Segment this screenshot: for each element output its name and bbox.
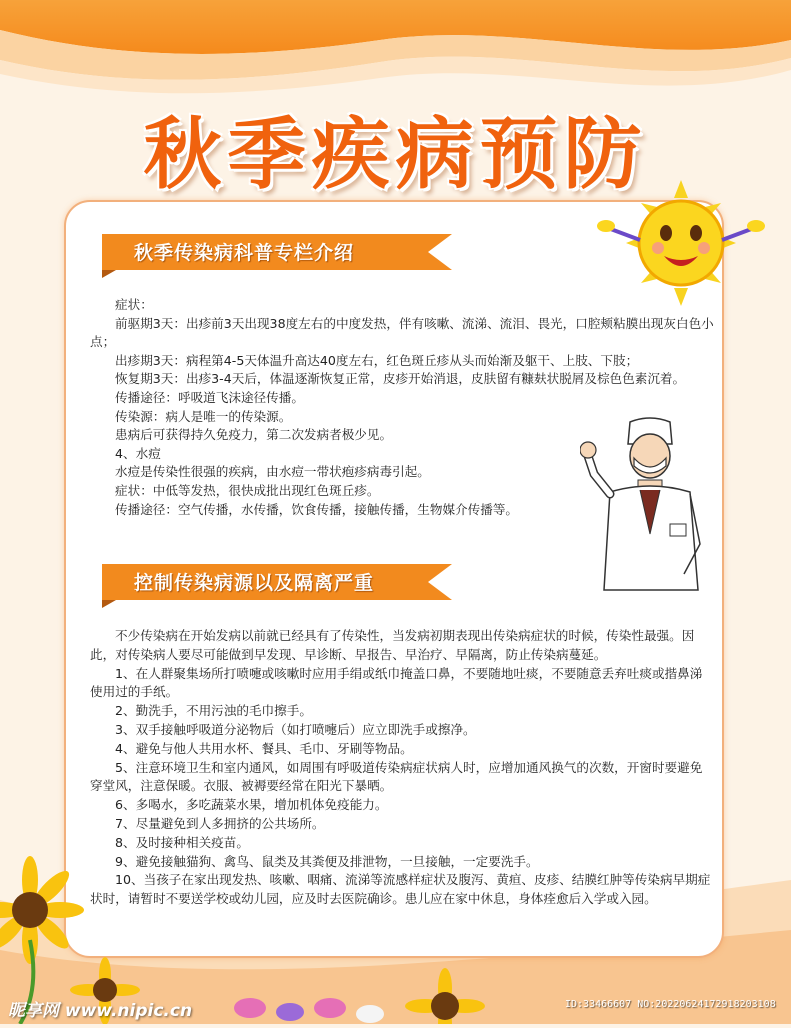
section1-heading: 秋季传染病科普专栏介绍 bbox=[134, 242, 355, 264]
section1-paragraph: 恢复期3天：出疹3-4天后，体温逐渐恢复正常，皮疹开始消退，皮肤留有糠麸状脱屑及棕色色素沉着。 bbox=[115, 371, 686, 387]
section2-heading: 控制传染病源以及隔离严重 bbox=[134, 572, 375, 594]
section2-paragraph: 4、避免与他人共用水杯、餐具、毛巾、牙刷等物品。 bbox=[115, 740, 413, 756]
section2-paragraph: 10、当孩子在家出现发热、咳嗽、咽痛、流涕等流感样症状及腹泻、黄疸、皮疹、结膜红肿等传染病早期症状时，请暂时不要送学校或幼儿园，应及时去医院确诊。患儿应在家中休息，身体痊愈后入学或入园。 bbox=[90, 872, 711, 907]
section1-paragraph: 症状： bbox=[115, 297, 153, 312]
section2-paragraph: 6、多喝水，多吃蔬菜水果，增加机体免疫能力。 bbox=[115, 797, 388, 813]
section1-paragraph: 前驱期3天：出疹前3天出现38度左右的中度发热，伴有咳嗽、流涕、流泪、畏光，口腔颊粘膜出现灰白色小点； bbox=[90, 315, 714, 350]
section2-paragraph: 7、尽量避免到人多拥挤的公共场所。 bbox=[115, 815, 325, 831]
section1-paragraph: 水痘是传染性很强的疾病，由水痘一带状疱疹病毒引起。 bbox=[115, 464, 430, 480]
section1-ribbon bbox=[96, 230, 456, 274]
section2-paragraph: 8、及时接种相关疫苗。 bbox=[115, 834, 249, 850]
section1-paragraph: 症状：中低等发热，很快成批出现红色斑丘疹。 bbox=[115, 482, 380, 498]
section2-paragraph: 2、勤洗手，不用污浊的毛巾擦手。 bbox=[115, 703, 312, 719]
watermark-id: ID:33466607 NO:20220624172918203108 bbox=[565, 999, 776, 1010]
section1-paragraph: 患病后可获得持久免疫力，第二次发病者极少见。 bbox=[115, 427, 393, 443]
section1-paragraph: 传播途径：空气传播，水传播，饮食传播，接触传播，生物媒介传播等。 bbox=[115, 501, 518, 517]
section1-paragraph: 4、水痘 bbox=[115, 445, 161, 461]
sunflower-icon bbox=[0, 856, 84, 964]
section2-paragraph: 1、在人群聚集场所打喷嚏或咳嗽时应用手绢或纸巾掩盖口鼻，不要随地吐痰，不要随意丢弃吐痰或揩鼻涕使用过的手纸。 bbox=[90, 665, 703, 700]
section1-paragraph: 传播途径：呼吸道飞沫途径传播。 bbox=[115, 389, 304, 405]
section1-paragraph: 传染源：病人是唯一的传染源。 bbox=[115, 408, 292, 424]
section2-paragraph: 3、双手接触呼吸道分泌物后（如打喷嚏后）应立即洗手或擦净。 bbox=[115, 721, 476, 737]
page-title: 秋季疾病预防 bbox=[143, 110, 648, 200]
sun-icon bbox=[596, 178, 766, 312]
section2-paragraph: 9、避免接触猫狗、禽鸟、鼠类及其粪便及排泄物，一旦接触，一定要洗手。 bbox=[115, 853, 539, 869]
section1-paragraph: 出疹期3天：病程第4-5天体温升高达40度左右，红色斑丘疹从头而始渐及躯干、上肢、下肢； bbox=[115, 352, 639, 368]
section2-paragraph: 5、注意环境卫生和室内通风，如周围有呼吸道传染病症状病人时，应增加通风换气的次数，开窗时要避免穿堂风，注意保暖。衣服、被褥要经常在阳光下暴晒。 bbox=[90, 759, 703, 794]
watermark-logo: 昵享网 www.nipic.cn bbox=[8, 1001, 193, 1021]
doctor-illustration bbox=[580, 414, 710, 598]
section2-paragraph: 不少传染病在开始发病以前就已经具有了传染性，当发病初期表现出传染病症状的时候，传染性最强。因此，对传染病人要尽可能做到早发现、早诊断、早报告、早治疗、早隔离，防止传染病蔓延。 bbox=[90, 628, 695, 662]
section2-ribbon bbox=[96, 560, 456, 604]
